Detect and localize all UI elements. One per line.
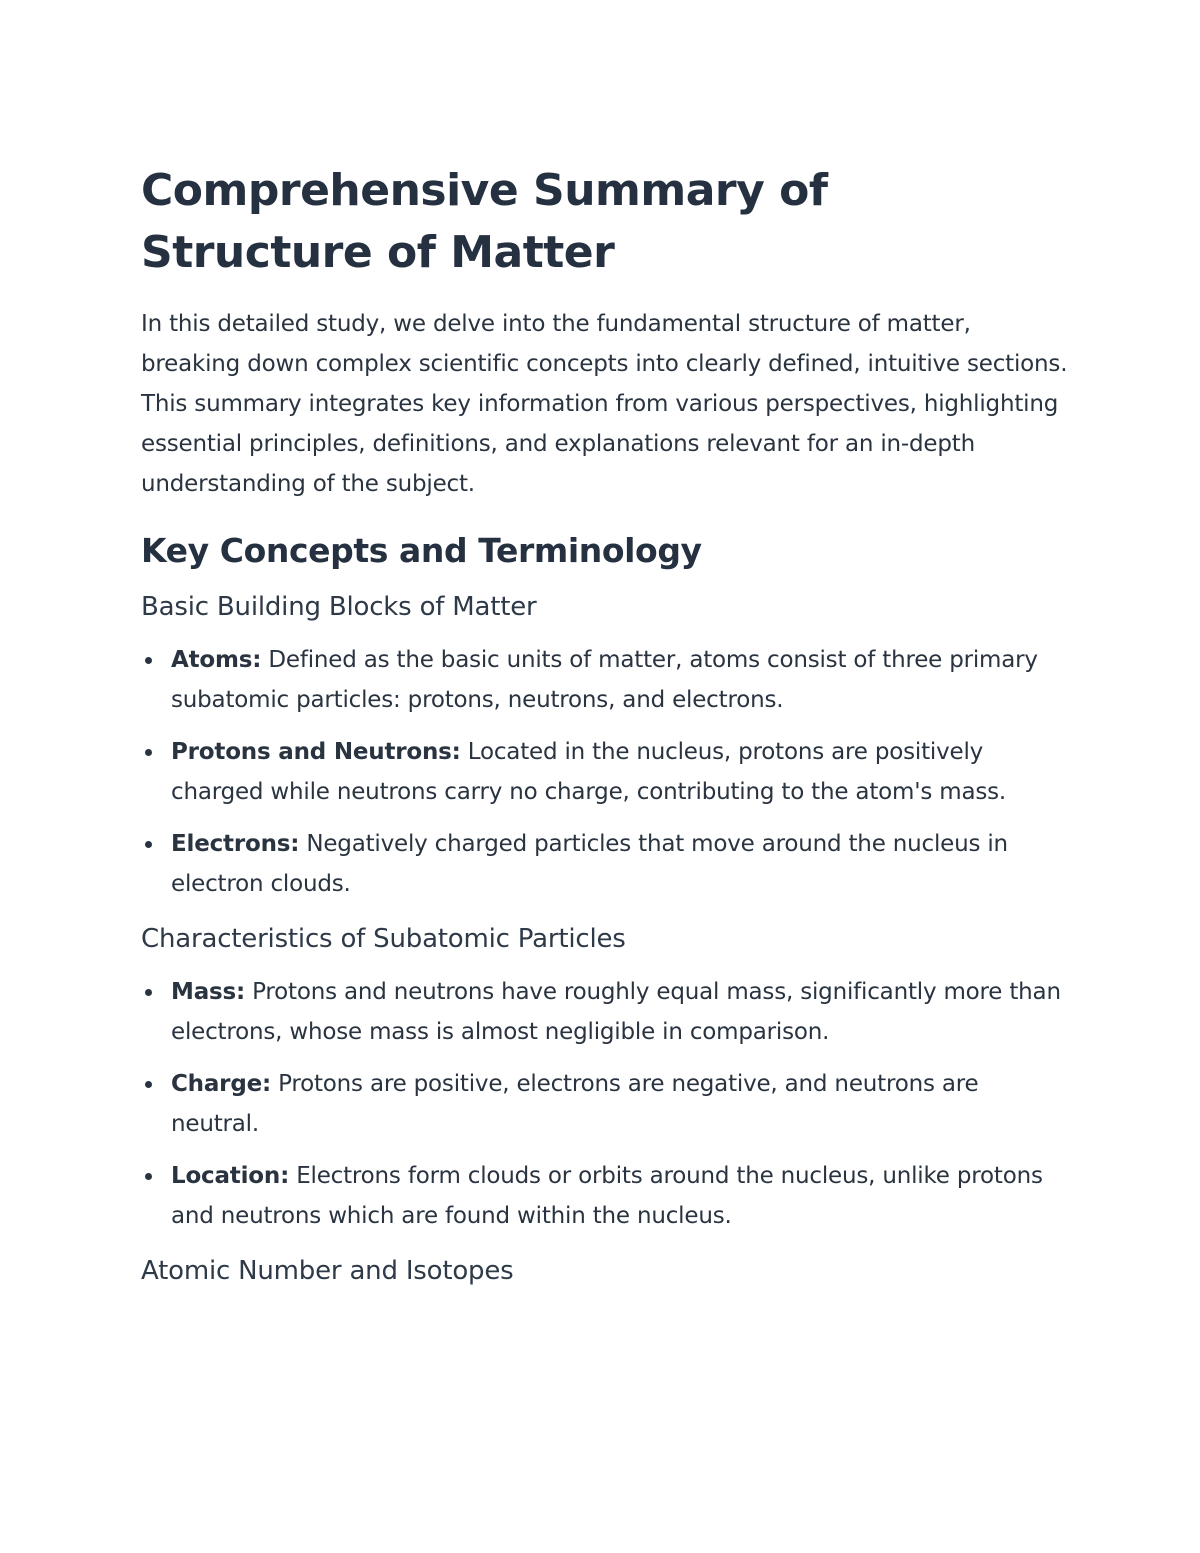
bullet-icon <box>145 657 152 664</box>
list-item-text: Protons and neutrons have roughly equal mass, significantly more than electrons, whose mass is almost negligible in comparison. <box>171 979 1061 1045</box>
list-item-term: Location: <box>171 1163 290 1189</box>
list-item-term: Atoms: <box>171 647 262 673</box>
document-title: Comprehensive Summary of Structure of Matter <box>141 165 828 278</box>
subsection-heading-atomic-number: Atomic Number and Isotopes <box>141 1256 514 1286</box>
bullet-list-characteristics <box>141 972 1071 1236</box>
list-item-term: Protons and Neutrons: <box>171 739 461 765</box>
list-item-text: Negatively charged particles that move around the nucleus in electron clouds. <box>171 831 1008 897</box>
bullet-icon <box>145 749 152 756</box>
bullet-icon <box>145 989 152 996</box>
list-item <box>141 1156 1071 1236</box>
bullet-icon <box>145 1173 152 1180</box>
document-page <box>141 160 1071 1294</box>
list-item <box>141 1064 1071 1144</box>
list-item <box>141 824 1071 904</box>
list-item-text: Electrons form clouds or orbits around the nucleus, unlike protons and neutrons which are found within the nucleus. <box>171 1163 1043 1229</box>
bullet-list-building-blocks <box>141 640 1071 904</box>
bullet-icon <box>145 841 152 848</box>
subsection-heading-building-blocks: Basic Building Blocks of Matter <box>141 592 537 622</box>
list-item <box>141 640 1071 720</box>
list-item <box>141 972 1071 1052</box>
subsection-heading-characteristics: Characteristics of Subatomic Particles <box>141 924 626 954</box>
list-item-term: Mass: <box>171 979 245 1005</box>
section-heading-key-concepts: Key Concepts and Terminology <box>141 531 702 570</box>
list-item-term: Electrons: <box>171 831 300 857</box>
list-item-text: Protons are positive, electrons are negative, and neutrons are neutral. <box>171 1071 979 1137</box>
list-item-text: Defined as the basic units of matter, atoms consist of three primary subatomic particles: protons, neutrons, and electrons. <box>171 647 1038 713</box>
intro-paragraph: In this detailed study, we delve into the fundamental structure of matter, breaking down complex scientific concepts into clearly defined, intuitive sections. This summary integrates key information from various perspectives, highlighting essential principles, definitions, and explanations relevant for an in-depth understanding of the subject. <box>141 311 1068 497</box>
list-item-term: Charge: <box>171 1071 271 1097</box>
list-item-text: Located in the nucleus, protons are positively charged while neutrons carry no charge, contributing to the atom's mass. <box>171 739 1007 805</box>
bullet-icon <box>145 1081 152 1088</box>
list-item <box>141 732 1071 812</box>
